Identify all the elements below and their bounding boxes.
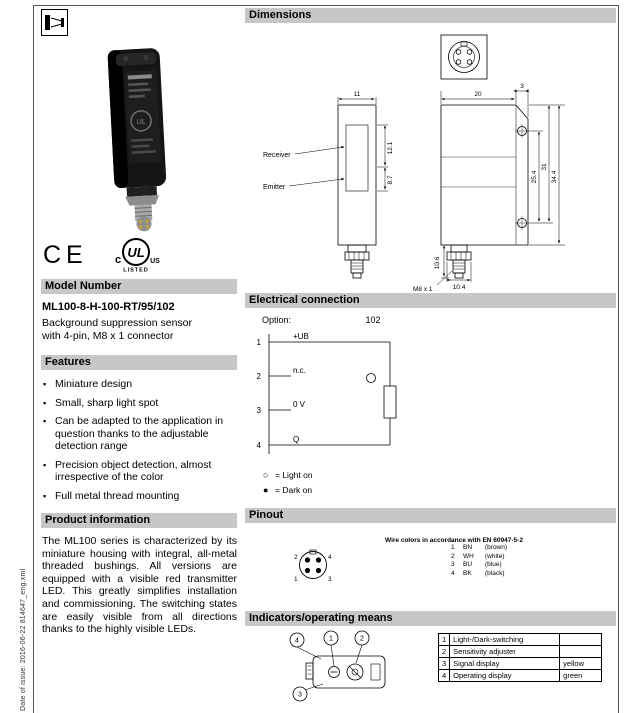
- legend-dark-on: ● = Dark on: [263, 483, 313, 498]
- callout-number: 3: [298, 691, 302, 699]
- pin-label: +UB: [293, 332, 309, 341]
- feature-item: ▪ Small, sharp light spot: [43, 397, 237, 410]
- ul-us-text: US: [149, 258, 160, 265]
- photo-ul-mark: UL: [136, 118, 146, 127]
- indicators-header: Indicators/operating means: [245, 611, 616, 626]
- callout-number: 4: [295, 637, 299, 645]
- dim-side-chamfer: 3: [520, 83, 524, 90]
- ul-logo-text: UL: [127, 245, 145, 260]
- option-value: 102: [365, 315, 381, 325]
- model-number-header: Model Number: [41, 279, 237, 294]
- pin-number: 1: [256, 338, 261, 347]
- dim-hole-spacing: 25.4: [531, 170, 538, 184]
- connector-pinout-diagram: [281, 539, 345, 591]
- side-view-drawing: [437, 89, 565, 285]
- left-column: [41, 9, 237, 636]
- wire-row: 1 BN (brown): [451, 544, 508, 551]
- wire-color-note: Wire colors in accordance with EN 60947-5-2: [385, 537, 523, 544]
- dim-total-height: 34.4: [551, 170, 558, 184]
- electrical-connection-section: [245, 308, 616, 508]
- feature-item: ▪ Miniature design: [43, 378, 237, 391]
- pin-number: 2: [256, 372, 261, 381]
- wire-row: 2 WH (white): [451, 552, 505, 560]
- right-column: [245, 8, 616, 704]
- wire-row: 4 BK (black): [451, 569, 505, 577]
- dim-side-width: 20: [474, 91, 482, 98]
- switching-legend: [263, 468, 313, 498]
- dim-lens-top: 12.1: [387, 141, 394, 155]
- indicators-table: [438, 633, 602, 682]
- features-header: Features: [41, 355, 237, 370]
- indicator-row: 1 Light-/Dark-switching: [439, 634, 602, 646]
- dim-conn-bottom: 10.4: [452, 284, 466, 291]
- dim-emitter-label: Emitter: [263, 184, 286, 191]
- dim-body-height: 31: [541, 163, 548, 171]
- pin-label: 0 V: [293, 400, 306, 409]
- indicator-row: 4 Operating display green: [439, 670, 602, 682]
- ul-listed-logo: [108, 237, 164, 273]
- feature-item: ▪ Precision object detection, almost irrespective of the color: [43, 459, 237, 484]
- dim-receiver-label: Receiver: [263, 152, 291, 159]
- option-label: Option:: [262, 315, 292, 325]
- ul-listed-text: LISTED: [122, 267, 149, 273]
- connection-diagram: [245, 330, 616, 465]
- model-number-value: ML100-8-H-100-RT/95/102: [42, 301, 175, 313]
- side-issue-text: Date of issue: 2016-06-22 814647_eng.xml: [20, 568, 27, 711]
- wire-color-table: [385, 537, 605, 578]
- pin-number: 3: [256, 406, 261, 415]
- dim-front-width: 11: [353, 91, 361, 98]
- callout-number: 1: [329, 635, 333, 643]
- connector-pin-number: 2: [294, 554, 298, 561]
- dim-conn-side: 10.6: [434, 256, 441, 270]
- front-view-drawing: [289, 97, 388, 278]
- connector-face-view: [441, 35, 487, 79]
- dark-on-symbol: ●: [263, 485, 269, 495]
- dim-lens-bottom: 8.7: [387, 175, 394, 185]
- dimensions-header: Dimensions: [245, 8, 616, 23]
- option-row: [245, 308, 616, 325]
- indicator-row: 3 Signal display yellow: [439, 658, 602, 670]
- feature-item: ▪ Full metal thread mounting: [43, 490, 237, 503]
- callout-circles: [290, 631, 369, 701]
- model-description-line2: with 4-pin, M8 x 1 connector: [42, 330, 174, 342]
- connector-pin-number: 4: [328, 554, 332, 561]
- dim-thread: M8 x 1: [413, 286, 433, 293]
- light-on-symbol: ○: [263, 470, 269, 480]
- features-list: [41, 378, 237, 502]
- model-description-line1: Background suppression sensor: [42, 317, 193, 329]
- product-information-header: Product information: [41, 513, 237, 528]
- feature-item: ▪ Can be adapted to the application in question thanks to the adjustable detection range: [43, 415, 237, 453]
- ul-c-text: c: [114, 254, 121, 266]
- certification-logos: [43, 237, 237, 273]
- callout-number: 2: [360, 635, 364, 643]
- indicators-diagram: [245, 626, 435, 704]
- device-rear-view: [297, 645, 385, 690]
- pinout-section: [245, 523, 616, 611]
- connector-pin-number: 3: [328, 576, 332, 583]
- electrical-connection-header: Electrical connection: [245, 293, 616, 308]
- pinout-header: Pinout: [245, 508, 616, 523]
- circuit-lines: [269, 334, 396, 454]
- pin-label: Q: [293, 435, 300, 444]
- indicator-row: 2 Sensitivity adjuster: [439, 646, 602, 658]
- dimension-drawing: [245, 27, 616, 293]
- connector-pin-number: 1: [294, 576, 298, 583]
- legend-light-on: ○ = Light on: [263, 468, 313, 483]
- ce-mark: CE: [43, 241, 88, 269]
- sensor-pictogram-icon: [41, 9, 68, 36]
- product-information-text: The ML100 series is characterized by its miniature housing with integral, all-metal threaded bushings. All versions are equipped with a visible red transmitter LED. This greatly simplifies installation and commissioning. The switching states are easily visible from all directions thanks to the highly visible LEDs.: [42, 535, 237, 636]
- pin-label: n.c.: [293, 366, 306, 375]
- sensor-photo-drawing: [84, 43, 194, 233]
- wire-row: 3 BU (blue): [451, 561, 502, 568]
- product-photo: [41, 43, 237, 233]
- pin-number: 4: [256, 441, 261, 450]
- indicators-section: [245, 626, 616, 704]
